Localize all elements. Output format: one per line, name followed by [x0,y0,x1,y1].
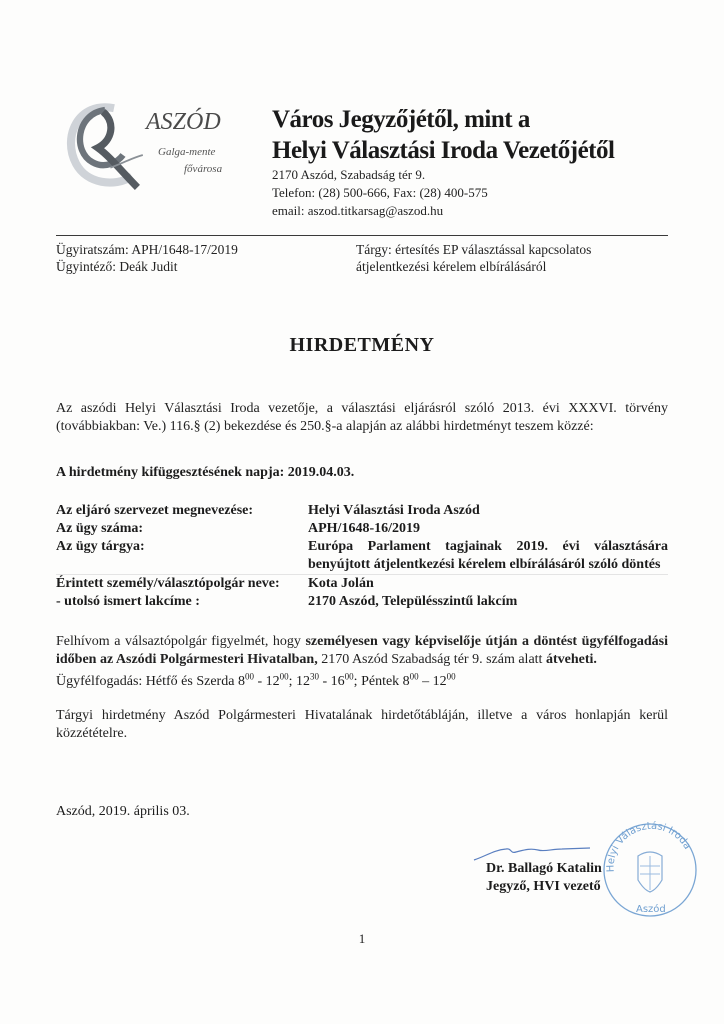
notice-emphasis: átveheti. [545,652,597,667]
town-logo [60,96,256,196]
minute: 00 [344,671,354,682]
hour: 16 [330,674,345,689]
hour: 12 [296,674,310,689]
minute: 00 [244,671,254,682]
hours-label: Péntek [361,674,403,689]
hour: 8 [237,674,245,689]
publication-paragraph: Tárgyi hirdetmény Aszód Polgármesteri Hivatalának hirdetőtábláján, illetve a város honlapján kerül közzétételre. [56,708,668,741]
document-body [56,400,668,743]
signatory-name: Dr. Ballagó Katalin [486,861,602,876]
official-stamp-icon [600,816,700,920]
detail-row [56,574,668,593]
signatory-role: Jegyző, HVI vezető [486,879,601,894]
minute: 00 [279,671,289,682]
case-number: Ügyiratszám: APH/1648-17/2019 [56,242,238,257]
notice-text: 2170 Aszód Szabadság tér 9. szám alatt [317,652,546,667]
intro-paragraph: Az aszódi Helyi Választási Iroda vezetője, a választási eljárásról szóló 2013. évi XXXVI. törvény (továbbiakban: Ve.) 116.§ (2) bekezdése és 250.§-a alapján az alábbi hirdetményt teszem közzé: [56,401,668,434]
minute: 30 [310,671,319,682]
detail-value: Helyi Választási Iroda Aszód [308,503,480,518]
subject-meta [356,241,676,275]
notice-paragraph [56,633,668,669]
hour: 8 [402,674,410,689]
document-title: HIRDETMÉNY [289,334,435,356]
minute: 00 [446,671,456,682]
logo-tagline: Galga-mente [158,146,216,158]
hours-label: Ügyfélfogadás: Hétfő és Szerda [56,674,238,689]
signature-block [486,860,602,896]
place-date: Aszód, 2019. április 03. [56,804,190,819]
detail-row [56,538,668,574]
header-title: Város Jegyzőjétől, mint a [272,106,530,133]
hour: 12 [432,674,447,689]
header-email: email: aszod.titkarsag@aszod.hu [272,203,444,218]
subject: átjelentkezési kérelem elbírálásáról [356,259,547,274]
case-meta [56,241,346,275]
header-phone-fax: Telefon: (28) 500-666, Fax: (28) 400-575 [272,185,488,200]
details-table [56,502,668,611]
posted-date: A hirdetmény kifüggesztésének napja: 2019.04.03. [56,465,355,480]
notice-emphasis: személyesen vagy képviselője útján a döntést ügyfélfogadási időben az Aszódi Polgármesteri Hivatalban, [56,634,668,667]
detail-label: Az ügy száma: [56,521,144,536]
hour: 12 [265,674,280,689]
letterhead [272,104,712,220]
detail-value: Európa Parlament tagjainak 2019. évi választására benyújtott átjelentkezési kérelem elbírálásáról szóló döntés [308,539,668,572]
detail-value: Kota Jolán [308,576,374,591]
header-address: 2170 Aszód, Szabadság tér 9. [272,167,426,182]
header-title: Helyi Választási Iroda Vezetőjétől [272,137,615,164]
logo-tagline: fővárosa [184,163,223,175]
detail-row [56,593,668,611]
subject: Tárgy: értesítés EP választással kapcsolatos [356,242,592,257]
stamp-text-bottom: Aszód [636,904,666,915]
detail-row [56,520,668,538]
detail-value: APH/1648-16/2019 [308,521,420,536]
detail-label: Érintett személy/választópolgár neve: [56,576,280,591]
detail-row [56,502,668,520]
clerk: Ügyintéző: Deák Judit [56,259,178,274]
page-number: 1 [358,931,366,946]
detail-label: - utolsó ismert lakcíme : [56,594,200,609]
minute: 00 [409,671,419,682]
detail-label: Az ügy tárgya: [56,539,145,554]
office-hours: Ügyfélfogadás: Hétfő és Szerda $8^{00} - 12^{00}$; $12^{30} - 16^{00}$; Péntek $8^{00} - 12^{00}$ [56,671,456,689]
header-divider [56,235,668,236]
logo-swirl-icon [60,96,150,196]
logo-wordmark: ASZÓD [146,109,221,135]
stamp-text-top: Helyi Választási Iroda [605,820,693,873]
detail-value: 2170 Aszód, Településszintű lakcím [308,594,518,609]
detail-label: Az eljáró szervezet megnevezése: [56,503,254,518]
notice-text: Felhívom a válsaztópolgár figyelmét, hogy [56,634,306,649]
